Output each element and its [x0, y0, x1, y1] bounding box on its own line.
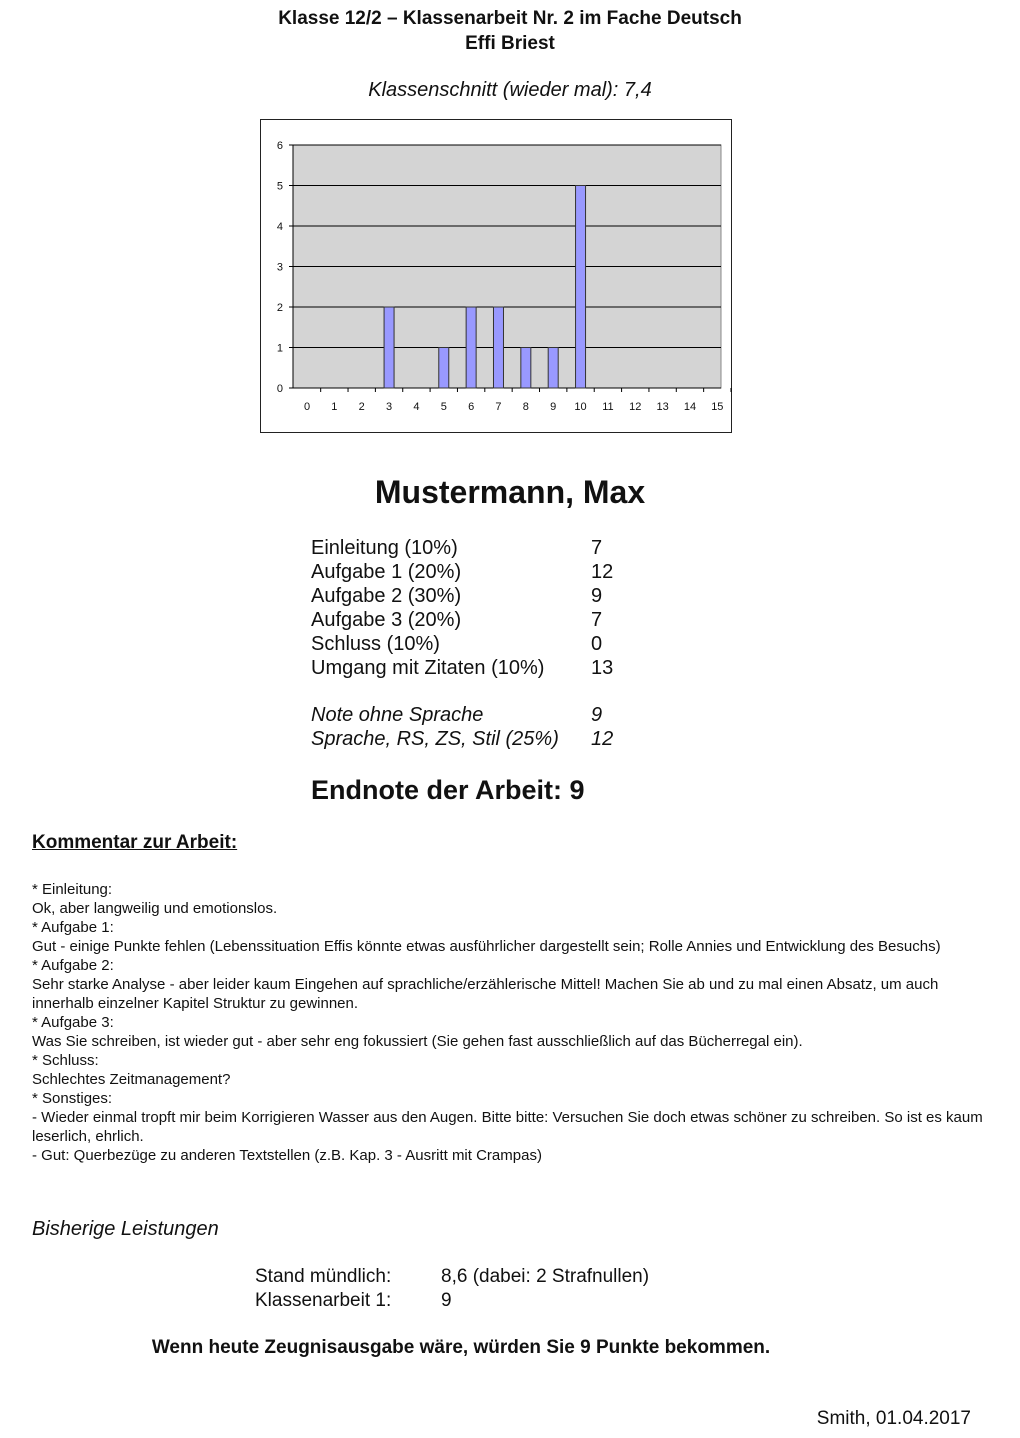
comment-line: - Wieder einmal tropft mir beim Korrigieren Wasser aus den Augen. Bitte bitte: Versuchen Sie doch etwas schöner zu schreiben. So ist es kaum leserlich, ehrlich.	[32, 1109, 983, 1145]
y-tick-label: 0	[276, 383, 283, 395]
previous-label: Stand mündlich:	[255, 1266, 392, 1287]
bar	[439, 348, 449, 389]
previous-value: 8,6 (dabei: 2 Strafnullen)	[441, 1266, 650, 1287]
grade-row	[311, 657, 671, 681]
comment-line: Sehr starke Analyse - aber leider kaum Eingehen auf sprachliche/erzählerische Mittel! Machen Sie ab und zu mal einen Absatz, um auch innerhalb einzelner Kapitel Struktur zu gewinnen.	[32, 976, 939, 1012]
bar	[521, 348, 531, 389]
y-tick-label: 6	[276, 140, 283, 152]
x-tick-label: 2	[358, 401, 365, 413]
final-grade: Endnote der Arbeit: 9	[311, 775, 585, 805]
bar	[384, 307, 394, 388]
comment-body	[32, 880, 992, 1165]
y-tick-label: 4	[276, 221, 283, 233]
grade-label: Umgang mit Zitaten (10%)	[311, 657, 545, 679]
grade-row	[311, 537, 671, 561]
x-tick-label: 11	[602, 401, 614, 413]
previous-value: 9	[441, 1290, 452, 1311]
bar	[466, 307, 476, 388]
comment-line: Schlechtes Zeitmanagement?	[32, 1071, 231, 1088]
grade-row-note-ohne-sprache	[311, 704, 671, 728]
document-subtitle: Effi Briest	[465, 33, 555, 54]
x-tick-label: 6	[468, 401, 475, 413]
x-tick-label: 1	[331, 401, 338, 413]
comment-line: * Einleitung:	[32, 881, 113, 898]
bar	[576, 186, 586, 389]
y-tick-label: 5	[276, 180, 283, 193]
x-tick-label: 9	[550, 401, 557, 413]
student-name: Mustermann, Max	[374, 474, 646, 510]
bar	[493, 307, 503, 388]
grade-value: 12	[591, 728, 614, 750]
grade-label: Aufgabe 3 (20%)	[311, 609, 462, 631]
x-tick-label: 13	[656, 401, 669, 413]
x-tick-label: 0	[303, 401, 311, 413]
x-tick-label: 7	[495, 401, 502, 413]
y-tick-label: 1	[276, 342, 283, 355]
grade-value: 13	[591, 657, 614, 679]
grade-value: 7	[591, 609, 603, 631]
grade-label: Sprache, RS, ZS, Stil (25%)	[311, 728, 559, 750]
grade-label: Schluss (10%)	[311, 633, 440, 655]
document-title: Klasse 12/2 – Klassenarbeit Nr. 2 im Fache Deutsch	[278, 8, 742, 29]
comment-heading: Kommentar zur Arbeit:	[32, 832, 238, 853]
x-tick-label: 10	[574, 401, 587, 413]
grade-row	[311, 609, 671, 633]
y-tick-label: 3	[276, 261, 283, 274]
comment-line: Ok, aber langweilig und emotionslos.	[32, 900, 278, 917]
grade-value: 12	[591, 561, 614, 583]
comment-line: * Aufgabe 2:	[32, 957, 114, 974]
chart-svg	[261, 120, 733, 434]
grade-value: 9	[591, 585, 603, 607]
comment-line: - Gut: Querbezüge zu anderen Textstellen (z.B. Kap. 3 - Ausritt mit Crampas)	[32, 1147, 542, 1164]
comment-line: * Sonstiges:	[32, 1090, 113, 1107]
grade-row	[311, 561, 671, 585]
grade-row	[311, 585, 671, 609]
x-tick-label: 14	[683, 401, 697, 413]
grade-label: Einleitung (10%)	[311, 537, 458, 559]
comment-line: * Aufgabe 1:	[32, 919, 114, 936]
previous-performance-heading: Bisherige Leistungen	[32, 1218, 219, 1240]
y-tick-label: 2	[276, 302, 283, 314]
x-tick-label: 12	[629, 401, 642, 413]
comment-line: Was Sie schreiben, ist wieder gut - aber sehr eng fokussiert (Sie gehen fast ausschließlich auf das Bücherregal ein).	[32, 1033, 803, 1050]
signature-date: Smith, 01.04.2017	[816, 1408, 971, 1429]
grade-row-sprache	[311, 728, 671, 752]
comment-line: * Schluss:	[32, 1052, 99, 1069]
x-tick-label: 4	[413, 401, 420, 413]
x-tick-label: 15	[711, 401, 724, 413]
grade-row	[311, 633, 671, 657]
x-tick-label: 3	[386, 401, 393, 413]
grade-value: 0	[591, 633, 603, 655]
grade-label: Note ohne Sprache	[311, 704, 484, 726]
class-average: Klassenschnitt (wieder mal): 7,4	[368, 79, 652, 101]
comment-line: * Aufgabe 3:	[32, 1014, 114, 1031]
grade-distribution-chart	[260, 119, 732, 433]
grade-value: 7	[591, 537, 603, 559]
comment-line: Gut - einige Punkte fehlen (Lebenssituation Effis könnte etwas ausführlicher dargestellt sein; Rolle Annies und Entwicklung des Besuchs)	[32, 938, 941, 955]
x-tick-label: 8	[522, 401, 529, 413]
grade-value: 9	[591, 704, 603, 726]
previous-label: Klassenarbeit 1:	[255, 1290, 392, 1311]
x-tick-label: 5	[440, 401, 447, 413]
bar	[548, 348, 558, 389]
grade-label: Aufgabe 1 (20%)	[311, 561, 462, 583]
report-card-verdict: Wenn heute Zeugnisausgabe wäre, würden Sie 9 Punkte bekommen.	[151, 1337, 771, 1358]
grade-label: Aufgabe 2 (30%)	[311, 585, 462, 607]
